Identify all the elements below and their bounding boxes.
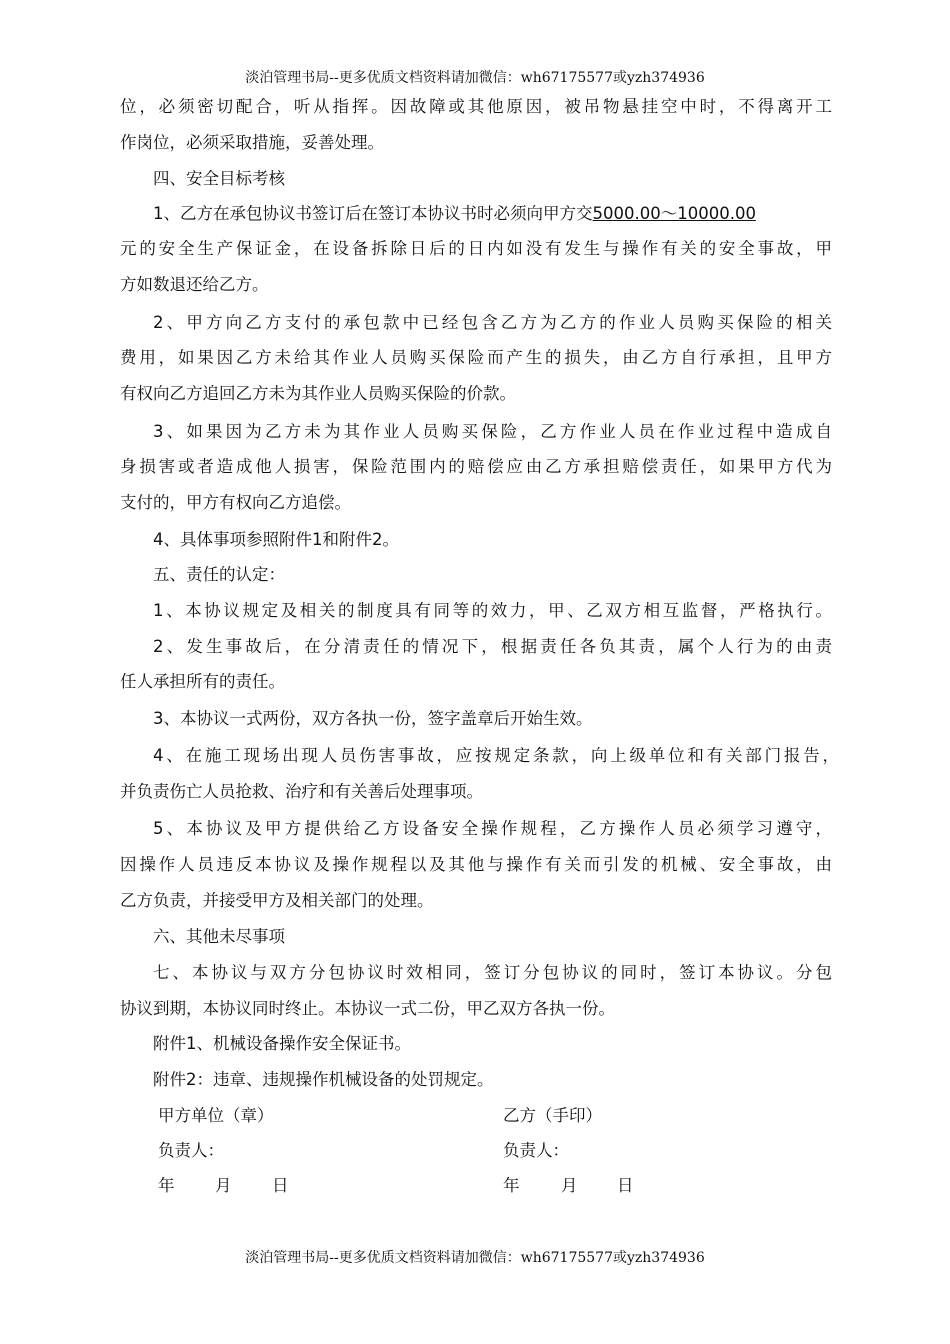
body-line: 有权向乙方追回乙方未为其作业人员购买保险的价款。 [120,384,516,403]
party-b-day: 日 [617,1176,634,1195]
body-line: 5、本协议及甲方提供给乙方设备安全操作规程，乙方操作人员必须学习遵守， [153,819,832,838]
body-line: 2、发生事故后，在分清责任的情况下，根据责任各负其责，属个人行为的由责 [153,637,832,656]
attachment-line: 附件1、机械设备操作安全保证书。 [153,1034,411,1053]
body-line: 费用，如果因乙方未给其作业人员购买保险而产生的损失，由乙方自行承担，且甲方 [120,348,832,367]
body-line: 4、在施工现场出现人员伤害事故，应按规定条款，向上级单位和有关部门报告， [153,746,839,765]
page-footer: 淡泊管理书局--更多优质文档资料请加微信：wh67175577或yzh374936 [245,1250,705,1266]
body-line: 3、本协议一式两份，双方各执一份，签字盖章后开始生效。 [153,709,593,728]
party-b-label: 乙方（手印） [503,1106,602,1125]
party-a-responsible: 负责人： [158,1141,224,1160]
party-b-responsible: 负责人： [503,1141,569,1160]
body-line: 3、如果因为乙方未为其作业人员购买保险，乙方作业人员在作业过程中造成自 [153,422,832,441]
body-line: 支付的，甲方有权向乙方追偿。 [120,493,351,512]
body-line: 协议到期，本协议同时终止。本协议一式二份，甲乙双方各执一份。 [120,999,615,1018]
deposit-amount: 5000.00～10000.00 [592,204,756,223]
page-header: 淡泊管理书局--更多优质文档资料请加微信：wh67175577或yzh374936 [245,70,705,86]
body-line: 因操作人员违反本协议及操作规程以及其他与操作有关而引发的机械、安全事故，由 [120,855,832,874]
body-line [153,203,756,225]
body-line: 身损害或者造成他人损害，保险范围内的赔偿应由乙方承担赔偿责任，如果甲方代为 [120,457,832,476]
body-line: 七、本协议与双方分包协议时效相同，签订分包协议的同时，签订本协议。分包 [153,963,832,982]
body-line: 4、具体事项参照附件1和附件2。 [153,530,399,549]
party-a-year: 年 [158,1176,175,1195]
body-line: 方如数退还给乙方。 [120,275,269,294]
party-a-month: 月 [215,1176,232,1195]
section-heading: 六、其他未尽事项 [153,927,285,946]
section-heading: 四、安全目标考核 [153,169,285,188]
body-line: 乙方负责，并接受甲方及相关部门的处理。 [120,891,434,910]
body-line: 2、甲方向乙方支付的承包款中已经包含乙方为乙方的作业人员购买保险的相关 [153,313,832,332]
body-line: 位，必须密切配合，听从指挥。因故障或其他原因，被吊物悬挂空中时，不得离开工 [120,97,832,116]
party-b-year: 年 [503,1176,520,1195]
body-line: 并负责伤亡人员抢救、治疗和有关善后处理事项。 [120,782,483,801]
body-text: 1、乙方在承包协议书签订后在签订本协议书时必须向甲方交 [153,204,593,223]
body-line: 任人承担所有的责任。 [120,672,285,691]
body-line: 1、本协议规定及相关的制度具有同等的效力，甲、乙双方相互监督，严格执行。 [153,601,832,620]
attachment-line: 附件2：违章、违规操作机械设备的处罚规定。 [153,1070,494,1089]
body-line: 元的安全生产保证金，在设备拆除日后的日内如没有发生与操作有关的安全事故，甲 [120,239,832,258]
section-heading: 五、责任的认定： [153,565,285,584]
party-a-label: 甲方单位（章） [158,1106,274,1125]
body-line: 作岗位，必须采取措施，妥善处理。 [120,133,384,152]
party-a-day: 日 [272,1176,289,1195]
party-b-month: 月 [561,1176,578,1195]
